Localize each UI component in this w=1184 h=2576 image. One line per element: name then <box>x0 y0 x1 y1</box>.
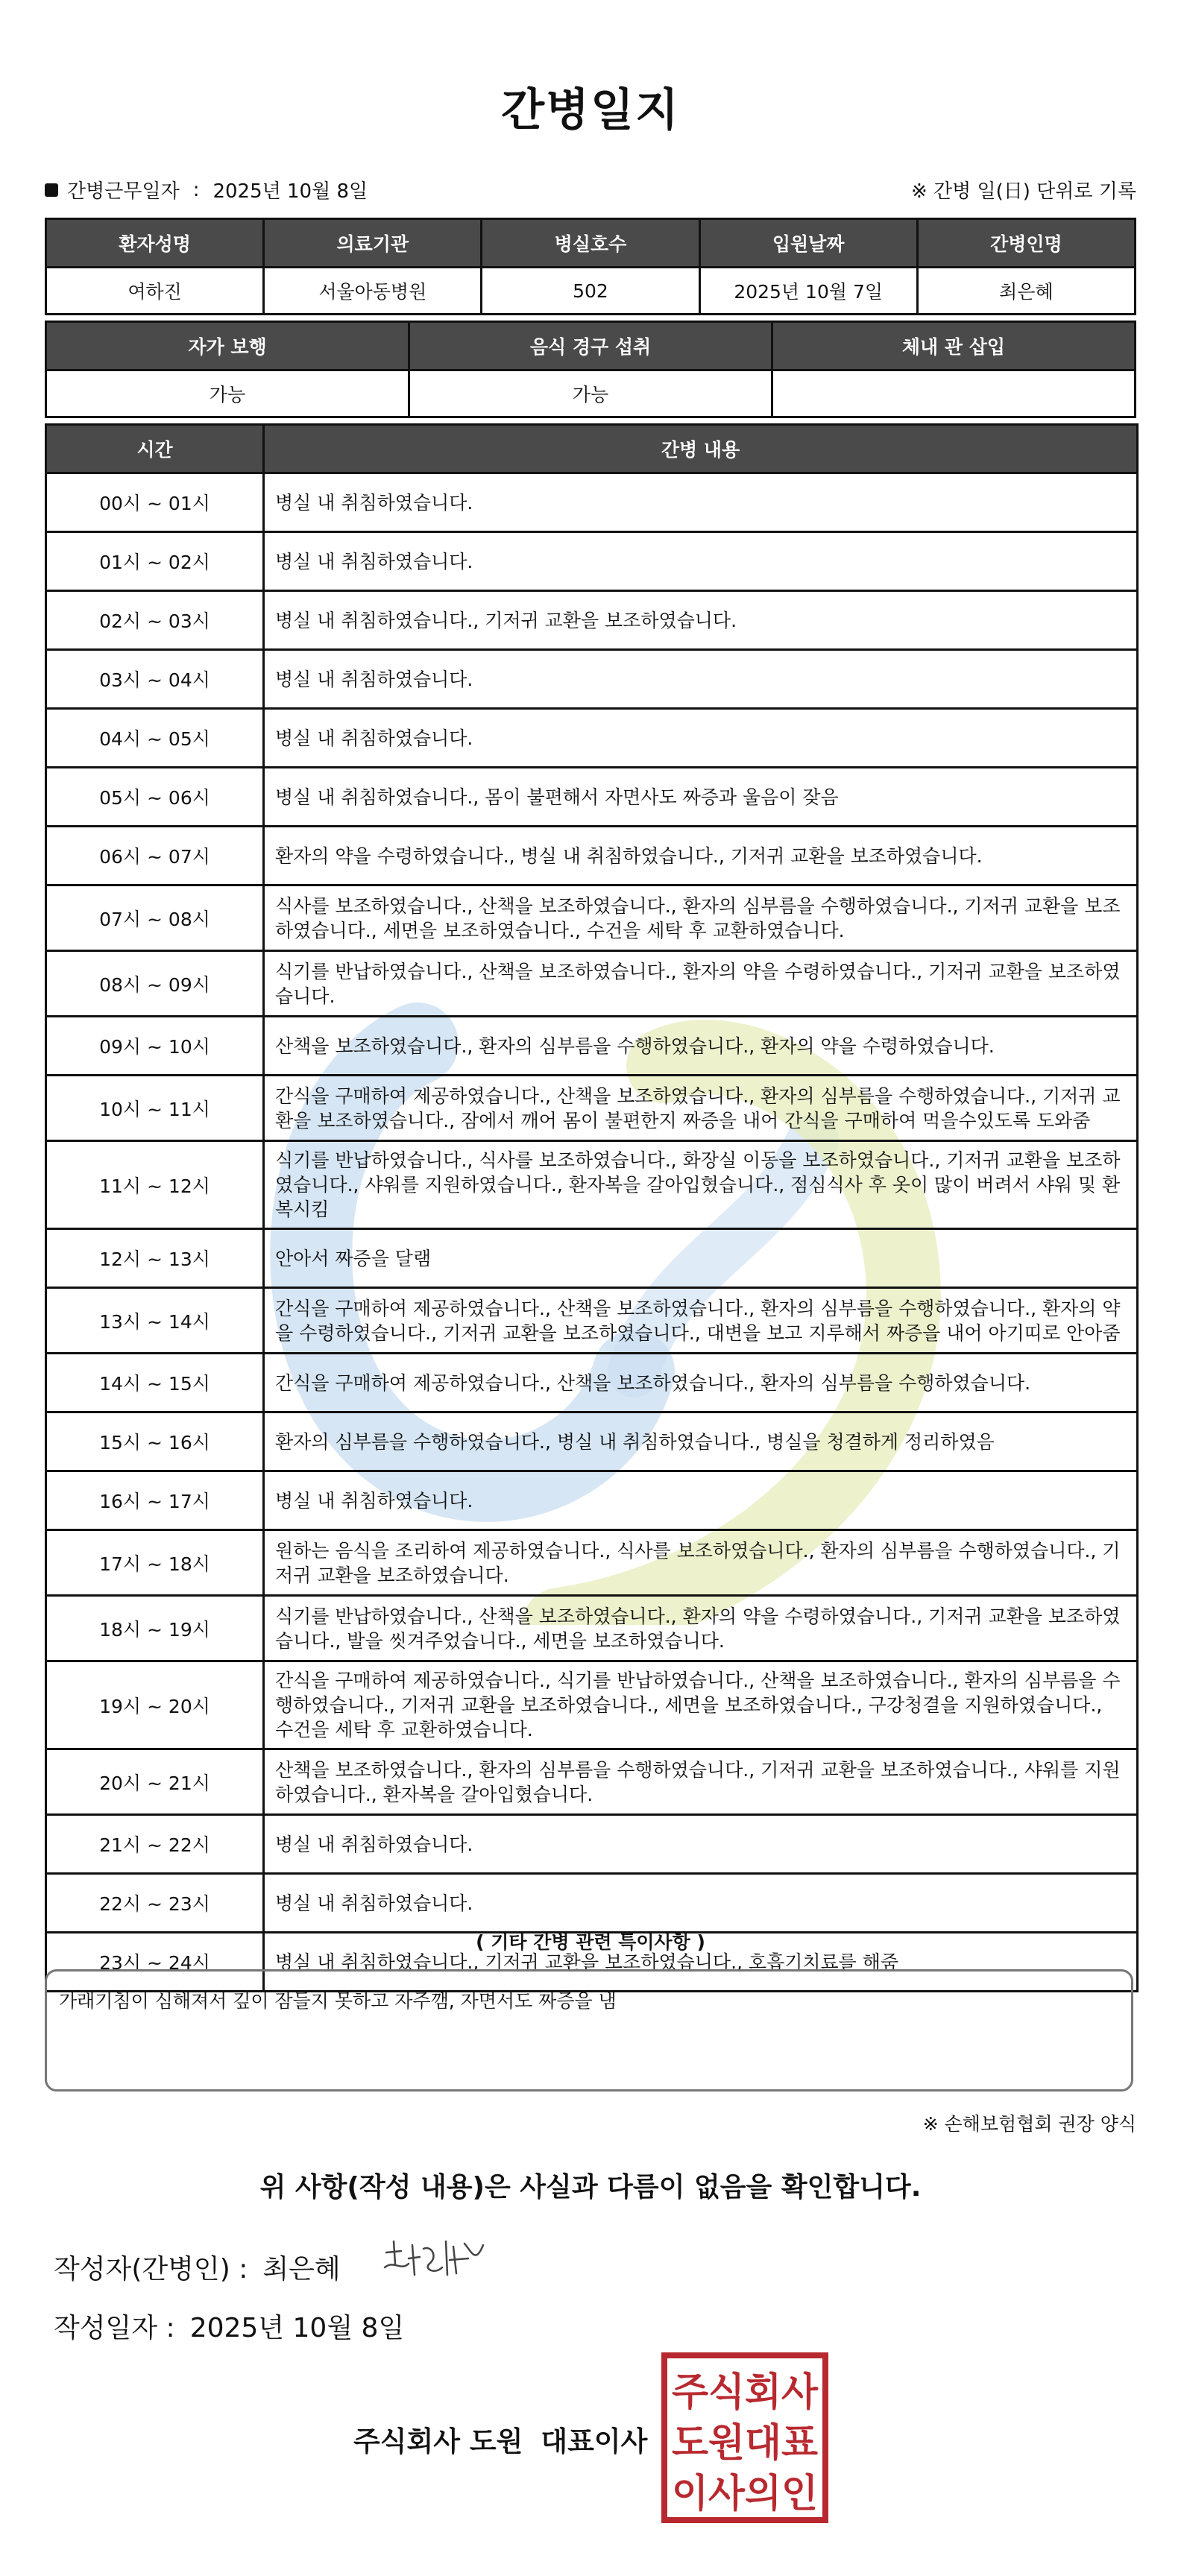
log-row <box>46 1354 1138 1412</box>
special-notes-text: 가래기침이 심해져서 깊이 잠들지 못하고 자주깸, 자면서도 짜증을 냄 <box>59 1990 617 2012</box>
header-time: 시간 <box>46 425 264 473</box>
log-row <box>46 532 1138 591</box>
status-table-header <box>46 322 1136 370</box>
log-row <box>46 827 1138 886</box>
special-notes-title: ( 기타 간병 관련 특이사항 ) <box>476 1931 705 1953</box>
written-date-value: 2025년 10월 8일 <box>189 2313 405 2343</box>
log-table-body <box>46 473 1138 1992</box>
log-time: 18시 ~ 19시 <box>46 1596 264 1661</box>
log-row <box>46 709 1138 768</box>
header-caregiver: 간병인명 <box>917 219 1135 268</box>
room-number: 502 <box>482 268 699 315</box>
log-table-header <box>46 425 1138 473</box>
written-date-label: 작성일자 : <box>54 2313 175 2343</box>
header-content: 간병 내용 <box>264 425 1138 473</box>
log-content: 간식을 구매하여 제공하였습니다., 식기를 반납하였습니다., 산책을 보조하였습니다., 환자의 심부름을 수행하였습니다., 기저귀 교환을 보조하였습니다., 세면을 보조하였습니다., 구강청결을 지원하였습니다., 수건을 세탁 후 교환하였습니다. <box>264 1661 1138 1749</box>
log-time: 11시 ~ 12시 <box>46 1141 264 1229</box>
log-content: 병실 내 취침하였습니다. <box>264 1471 1138 1530</box>
log-content: 병실 내 취침하였습니다. <box>264 650 1138 709</box>
log-row <box>46 1288 1138 1354</box>
log-time: 01시 ~ 02시 <box>46 532 264 591</box>
work-date <box>45 176 368 203</box>
writer-label: 작성자(간병인) : <box>54 2254 248 2285</box>
log-row <box>46 473 1138 532</box>
log-content: 안아서 짜증을 달램 <box>264 1229 1138 1288</box>
log-row <box>46 1749 1138 1815</box>
header-hospital: 의료기관 <box>264 219 482 268</box>
log-content: 간식을 구매하여 제공하였습니다., 산책을 보조하였습니다., 환자의 심부름을 수행하였습니다., 환자의 약을 수령하였습니다., 기저귀 교환을 보조하였습니다., 대변을 보고 지루해서 짜증을 내어 아기띠로 안아줌 <box>264 1288 1138 1354</box>
log-time: 09시 ~ 10시 <box>46 1017 264 1076</box>
care-log-document <box>45 0 1136 2576</box>
log-row <box>46 1471 1138 1530</box>
log-content: 환자의 약을 수령하였습니다., 병실 내 취침하였습니다., 기저귀 교환을 보조하였습니다. <box>264 827 1138 886</box>
written-date-line <box>54 2307 404 2345</box>
patient-name: 여하진 <box>46 268 264 315</box>
log-row <box>46 1076 1138 1141</box>
seal-line-2: 도원대표 <box>672 2421 818 2466</box>
log-content: 간식을 구매하여 제공하였습니다., 산책을 보조하였습니다., 환자의 심부름을 수행하였습니다. <box>264 1354 1138 1412</box>
company-seal <box>661 2352 829 2524</box>
header-patient-name: 환자성명 <box>46 219 264 268</box>
log-time: 02시 ~ 03시 <box>46 591 264 650</box>
log-content: 식기를 반납하였습니다., 산책을 보조하였습니다., 환자의 약을 수령하였습니다., 기저귀 교환을 보조하였습니다. <box>264 951 1138 1017</box>
meta-row <box>45 176 1136 206</box>
writer-name: 최은혜 <box>262 2254 341 2285</box>
log-content: 병실 내 취침하였습니다. <box>264 473 1138 532</box>
handwritten-signature <box>379 2230 491 2290</box>
colon: : <box>192 178 200 201</box>
recommend-note: ※ 손해보험협회 권장 양식 <box>922 2113 1136 2135</box>
log-row <box>46 1596 1138 1661</box>
log-row <box>46 1874 1138 1933</box>
unit-note: ※ 간병 일(日) 단위로 기록 <box>910 180 1136 203</box>
writer-line <box>54 2248 341 2286</box>
log-time: 12시 ~ 13시 <box>46 1229 264 1288</box>
caregiver-name: 최은혜 <box>917 268 1135 315</box>
log-time: 23시 ~ 24시 <box>46 1933 264 1992</box>
work-date-value: 2025년 10월 8일 <box>212 180 368 203</box>
log-row <box>46 1017 1138 1076</box>
log-row <box>46 1815 1138 1874</box>
log-row <box>46 1141 1138 1229</box>
log-time: 07시 ~ 08시 <box>46 886 264 951</box>
patient-table-header <box>46 219 1136 268</box>
header-oral-intake: 음식 경구 섭취 <box>409 322 772 370</box>
log-time: 16시 ~ 17시 <box>46 1471 264 1530</box>
log-time: 08시 ~ 09시 <box>46 951 264 1017</box>
log-time: 05시 ~ 06시 <box>46 768 264 827</box>
square-bullet-icon <box>45 183 58 197</box>
log-row <box>46 886 1138 951</box>
log-time: 06시 ~ 07시 <box>46 827 264 886</box>
log-content: 원하는 음식을 조리하여 제공하였습니다., 식사를 보조하였습니다., 환자의 심부름을 수행하였습니다., 기저귀 교환을 보조하였습니다. <box>264 1530 1138 1596</box>
log-row <box>46 1229 1138 1288</box>
patient-status-table <box>45 321 1136 418</box>
log-content: 병실 내 취침하였습니다. <box>264 532 1138 591</box>
log-row <box>46 768 1138 827</box>
log-time: 20시 ~ 21시 <box>46 1749 264 1815</box>
company-line <box>353 2419 647 2459</box>
admission-date: 2025년 10월 7일 <box>699 268 917 315</box>
log-row <box>46 650 1138 709</box>
log-row <box>46 951 1138 1017</box>
log-time: 03시 ~ 04시 <box>46 650 264 709</box>
log-content: 식기를 반납하였습니다., 산책을 보조하였습니다., 환자의 약을 수령하였습니다., 기저귀 교환을 보조하였습니다., 발을 씻겨주었습니다., 세면을 보조하였습니다. <box>264 1596 1138 1661</box>
log-content: 병실 내 취침하였습니다. <box>264 709 1138 768</box>
confirm-statement: 위 사항(작성 내용)은 사실과 다름이 없음을 확인합니다. <box>259 2172 922 2203</box>
log-time: 13시 ~ 14시 <box>46 1288 264 1354</box>
oral-intake-value: 가능 <box>409 370 772 417</box>
log-row <box>46 1661 1138 1749</box>
log-row <box>46 1530 1138 1596</box>
patient-info-table <box>45 218 1136 315</box>
log-time: 21시 ~ 22시 <box>46 1815 264 1874</box>
seal-line-3: 이사의인 <box>672 2472 818 2516</box>
hospital-name: 서울아동병원 <box>264 268 482 315</box>
log-content: 병실 내 취침하였습니다. <box>264 1815 1138 1874</box>
log-content: 식기를 반납하였습니다., 식사를 보조하였습니다., 화장실 이동을 보조하였습니다., 기저귀 교환을 보조하였습니다., 샤워를 지원하였습니다., 환자복을 갈아입혔습니다., 점심식사 후 옷이 많이 버려서 샤워 및 환복시킴 <box>264 1141 1138 1229</box>
representative-title: 대표이사 <box>541 2425 648 2457</box>
log-time: 15시 ~ 16시 <box>46 1412 264 1471</box>
log-time: 10시 ~ 11시 <box>46 1076 264 1141</box>
care-log-table <box>45 423 1139 1992</box>
log-content: 병실 내 취침하였습니다. <box>264 1874 1138 1933</box>
log-row <box>46 1412 1138 1471</box>
log-time: 22시 ~ 23시 <box>46 1874 264 1933</box>
company-name: 주식회사 도원 <box>353 2425 523 2457</box>
header-tube: 체내 관 삽입 <box>772 322 1136 370</box>
log-content: 산책을 보조하였습니다., 환자의 심부름을 수행하였습니다., 기저귀 교환을 보조하였습니다., 샤워를 지원하였습니다., 환자복을 갈아입혔습니다. <box>264 1749 1138 1815</box>
log-content: 간식을 구매하여 제공하였습니다., 산책을 보조하였습니다., 환자의 심부름을 수행하였습니다., 기저귀 교환을 보조하였습니다., 잠에서 깨어 몸이 불편한지 짜증을 내어 간식을 구매하여 먹을수있도록 도와줌 <box>264 1076 1138 1141</box>
log-time: 17시 ~ 18시 <box>46 1530 264 1596</box>
work-date-label: 간병근무일자 <box>67 180 180 203</box>
walking-value: 가능 <box>46 370 409 417</box>
log-content: 병실 내 취침하였습니다., 몸이 불편해서 자면사도 짜증과 울음이 잦음 <box>264 768 1138 827</box>
header-room: 병실호수 <box>482 219 699 268</box>
patient-table-values <box>46 268 1136 315</box>
log-content: 산책을 보조하였습니다., 환자의 심부름을 수행하였습니다., 환자의 약을 수령하였습니다. <box>264 1017 1138 1076</box>
status-table-values <box>46 370 1136 417</box>
log-content: 식사를 보조하였습니다., 산책을 보조하였습니다., 환자의 심부름을 수행하였습니다., 기저귀 교환을 보조하였습니다., 세면을 보조하였습니다., 수건을 세탁 후 교환하였습니다. <box>264 886 1138 951</box>
special-notes-box <box>45 1969 1133 2092</box>
log-time: 19시 ~ 20시 <box>46 1661 264 1749</box>
header-admission-date: 입원날짜 <box>699 219 917 268</box>
header-walking: 자가 보행 <box>46 322 409 370</box>
tube-value <box>772 370 1136 417</box>
log-content: 병실 내 취침하였습니다., 기저귀 교환을 보조하였습니다. <box>264 591 1138 650</box>
log-row <box>46 591 1138 650</box>
log-time: 14시 ~ 15시 <box>46 1354 264 1412</box>
log-time: 04시 ~ 05시 <box>46 709 264 768</box>
log-content: 병실 내 취침하였습니다., 기저귀 교환을 보조하였습니다., 호흡기치료를 해줌 <box>264 1933 1138 1992</box>
seal-line-1: 주식회사 <box>672 2370 819 2415</box>
log-content: 환자의 심부름을 수행하였습니다., 병실 내 취침하였습니다., 병실을 청결하게 정리하였음 <box>264 1412 1138 1471</box>
log-time: 00시 ~ 01시 <box>46 473 264 532</box>
page-title: 간병일지 <box>501 84 680 136</box>
